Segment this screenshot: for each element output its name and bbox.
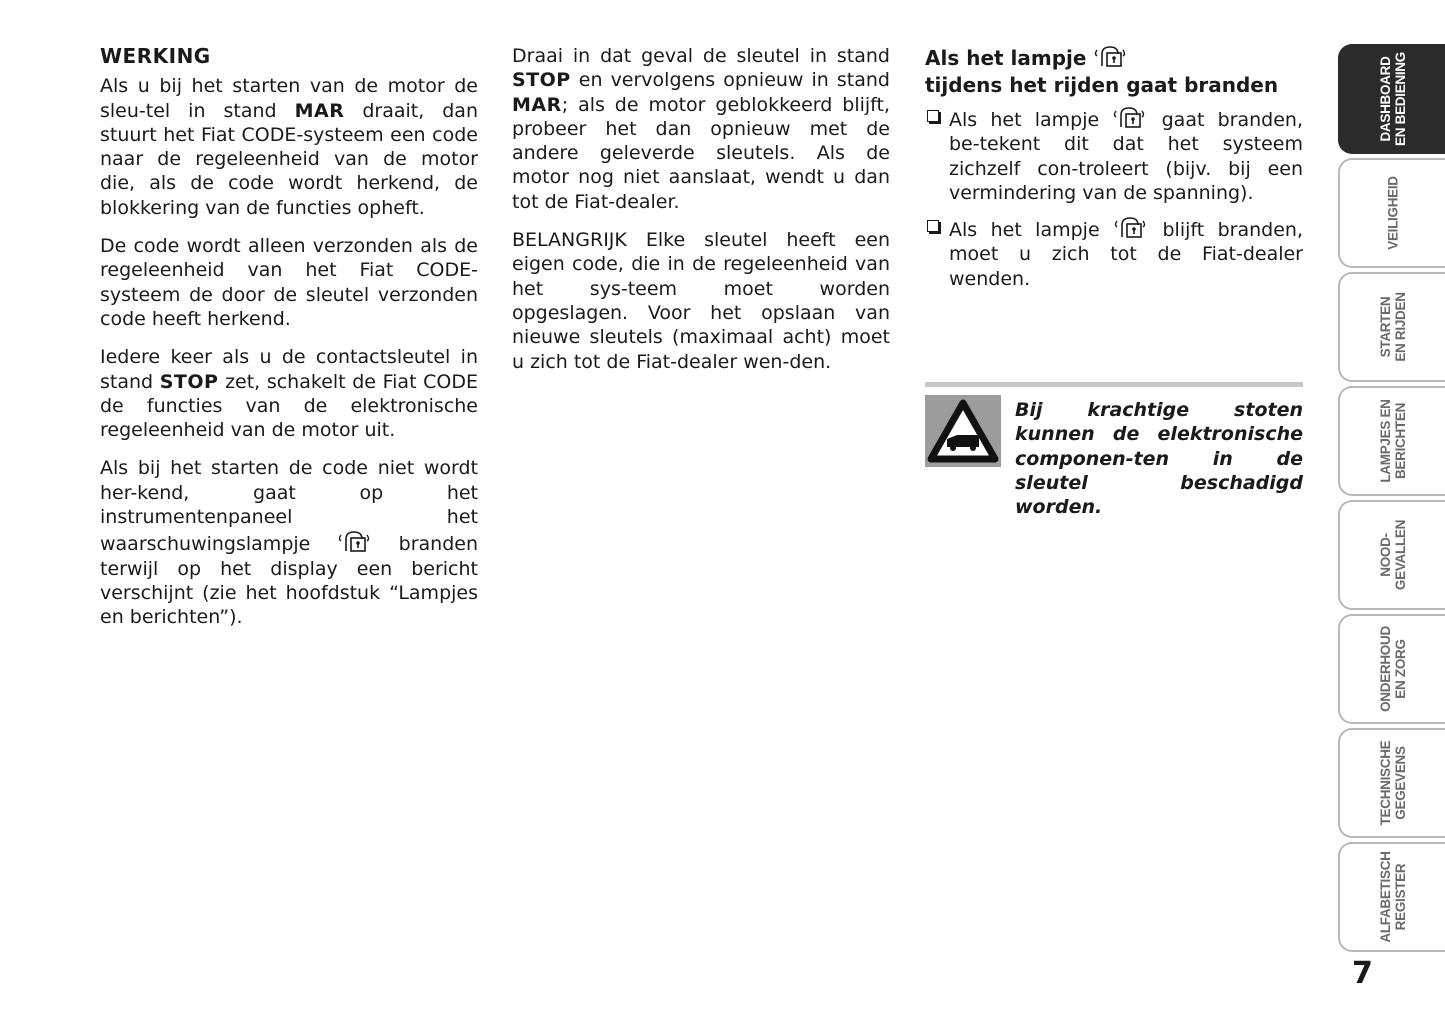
tab-dashboard[interactable]: DASHBOARD EN BEDIENING xyxy=(1338,44,1445,154)
column-2 xyxy=(512,44,890,388)
list-item: Als het lampje blijft branden, moet u zich tot de Fiat-dealer wenden. xyxy=(925,215,1303,291)
tab-lampjes[interactable]: LAMPJES EN BERICHTEN xyxy=(1338,386,1445,496)
fiat-code-lamp-icon xyxy=(1094,44,1128,68)
paragraph: Als u bij het starten van de motor de sleu-tel in stand MAR draait, dan stuurt het Fiat CODE-systeem een code naar de regeleenheid van de motor die, als de code wordt herkend, de blokkering van de functies opheft. xyxy=(100,75,478,219)
paragraph: De code wordt alleen verzonden als de regeleenheid van het Fiat CODE-systeem de door de sleutel verzonden code heeft herkend. xyxy=(100,235,478,330)
column-1 xyxy=(100,44,478,644)
subsection-heading: Als het lampje tijdens het rijden gaat branden xyxy=(925,46,1279,97)
paragraph: Iedere keer als u de contactsleutel in stand STOP zet, schakelt de Fiat CODE de functies van de elektronische regeleenheid van de motor uit. xyxy=(100,346,478,442)
column-3 xyxy=(925,44,1303,301)
tab-alfabetisch-register[interactable]: ALFABETISCH REGISTER xyxy=(1338,842,1445,952)
warning-divider xyxy=(925,382,1303,387)
tab-starten[interactable]: STARTEN EN RIJDEN xyxy=(1338,272,1445,382)
paragraph: Draai in dat geval de sleutel in stand STOP en vervolgens opnieuw in stand MAR; als de motor geblokkeerd blijft, probeer het dan opnieuw met de andere geleverde sleutels. Als de motor nog niet aanslaat, wendt u dan tot de Fiat-dealer. xyxy=(512,45,890,213)
paragraph: BELANGRIJK Elke sleutel heeft een eigen code, die in de regeleenheid van het sys-teem moet worden opgeslagen. Voor het opslaan van nieuwe sleutels (maximaal acht) moet u zich tot de Fiat-dealer wen-den. xyxy=(512,229,890,373)
checkbox-bullet-icon xyxy=(927,220,939,232)
list-item: Als het lampje gaat branden, be-tekent dit dat het systeem zichzelf con-troleert (bijv. bij een vermindering van de spanning). xyxy=(925,105,1303,205)
section-heading: WERKING xyxy=(100,44,211,68)
warning-text: Bij krachtige stoten kunnen de elektronische componen-ten in de sleutel beschadigd worden. xyxy=(1015,399,1303,519)
paragraph: Als bij het starten de code niet wordt her-kend, gaat op het instrumentenpaneel het waarschuwingslampje branden terwijl op het display een bericht verschijnt (zie het hoofdstuk “Lampjes en berichten”). xyxy=(100,457,478,629)
page-number: 7 xyxy=(1352,956,1373,991)
tab-onderhoud[interactable]: ONDERHOUD EN ZORG xyxy=(1338,614,1445,724)
fiat-code-lamp-icon xyxy=(338,529,372,553)
tab-veiligheid[interactable]: VEILIGHEID xyxy=(1338,158,1445,268)
warning-triangle-van-icon xyxy=(925,395,1001,467)
tab-technische-gegevens[interactable]: TECHNISCHE GEGEVENS xyxy=(1338,728,1445,838)
fiat-code-lamp-icon xyxy=(1114,215,1148,239)
checkbox-bullet-icon xyxy=(927,110,939,122)
fiat-code-lamp-icon xyxy=(1113,105,1147,129)
tab-noodgevallen[interactable]: NOOD- GEVALLEN xyxy=(1338,500,1445,610)
